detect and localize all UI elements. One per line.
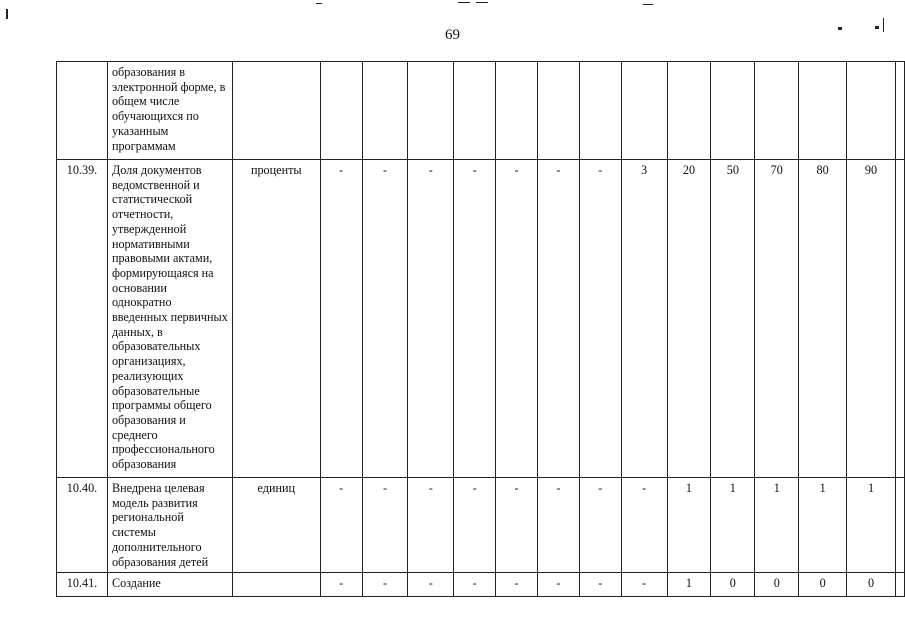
table-row [57, 478, 905, 573]
row-number: 10.41. [57, 573, 108, 597]
unit-cell [232, 62, 320, 160]
value-cell: 1 [667, 478, 711, 573]
value-cell: - [537, 478, 579, 573]
value-cell [408, 62, 454, 160]
value-cell [537, 62, 579, 160]
value-cell: 0 [755, 573, 799, 597]
scan-mark [6, 9, 8, 19]
unit-cell: единиц [232, 478, 320, 573]
value-cell: - [454, 160, 496, 478]
value-cell: 1 [667, 573, 711, 597]
value-cell: - [454, 478, 496, 573]
value-cell [711, 62, 755, 160]
row-number [57, 62, 108, 160]
value-cell: 50 [711, 160, 755, 478]
value-cell: - [579, 160, 621, 478]
value-cell: 1 [755, 478, 799, 573]
value-cell: 70 [755, 160, 799, 478]
value-cell: - [537, 573, 579, 597]
value-cell: 1 [799, 478, 847, 573]
value-cell: 3 [621, 160, 667, 478]
scan-mark [316, 3, 322, 4]
indicator-name: Создание [107, 573, 232, 597]
value-cell [799, 62, 847, 160]
empty-cell [896, 160, 905, 478]
value-cell [755, 62, 799, 160]
value-cell: - [496, 573, 538, 597]
value-cell: - [621, 573, 667, 597]
value-cell: 0 [847, 573, 896, 597]
table-row [57, 160, 905, 478]
value-cell: - [320, 478, 362, 573]
value-cell: 1 [847, 478, 896, 573]
indicator-name: Внедрена целевая модель развития региональной системы дополнительного образования детей [107, 478, 232, 573]
value-cell: - [408, 573, 454, 597]
value-cell: - [320, 160, 362, 478]
value-cell: - [496, 478, 538, 573]
value-cell: - [454, 573, 496, 597]
value-cell: - [621, 478, 667, 573]
value-cell: - [496, 160, 538, 478]
scan-mark [643, 4, 653, 5]
value-cell: 0 [799, 573, 847, 597]
value-cell [496, 62, 538, 160]
indicator-name: образования в электронной форме, в общем числе обучающихся по указанным программам [107, 62, 232, 160]
value-cell [579, 62, 621, 160]
row-number: 10.39. [57, 160, 108, 478]
value-cell: - [579, 478, 621, 573]
value-cell: - [537, 160, 579, 478]
value-cell: - [362, 573, 408, 597]
page-number: 69 [445, 27, 460, 43]
scan-mark [476, 2, 488, 3]
value-cell: 20 [667, 160, 711, 478]
value-cell [454, 62, 496, 160]
value-cell [362, 62, 408, 160]
value-cell: 1 [711, 478, 755, 573]
value-cell: 80 [799, 160, 847, 478]
value-cell: - [362, 160, 408, 478]
unit-cell [232, 573, 320, 597]
indicator-table [56, 61, 905, 597]
value-cell: - [362, 478, 408, 573]
value-cell: 0 [711, 573, 755, 597]
scan-mark [458, 2, 470, 3]
value-cell [621, 62, 667, 160]
unit-cell: проценты [232, 160, 320, 478]
value-cell [320, 62, 362, 160]
value-cell: 90 [847, 160, 896, 478]
table-row [57, 573, 905, 597]
empty-cell [896, 573, 905, 597]
table-row [57, 62, 905, 160]
value-cell: - [408, 160, 454, 478]
indicator-name: Доля документов ведомственной и статистической отчетности, утвержденной нормативными правовыми актами, формирующаяся на основании однократно введенных первичных данных, в образовательных организациях, реализующих образовательные программы общего образования и среднего профессионального образования [107, 160, 232, 478]
value-cell [847, 62, 896, 160]
value-cell: - [408, 478, 454, 573]
empty-cell [896, 62, 905, 160]
row-number: 10.40. [57, 478, 108, 573]
value-cell: - [320, 573, 362, 597]
value-cell: - [579, 573, 621, 597]
empty-cell [896, 478, 905, 573]
value-cell [667, 62, 711, 160]
